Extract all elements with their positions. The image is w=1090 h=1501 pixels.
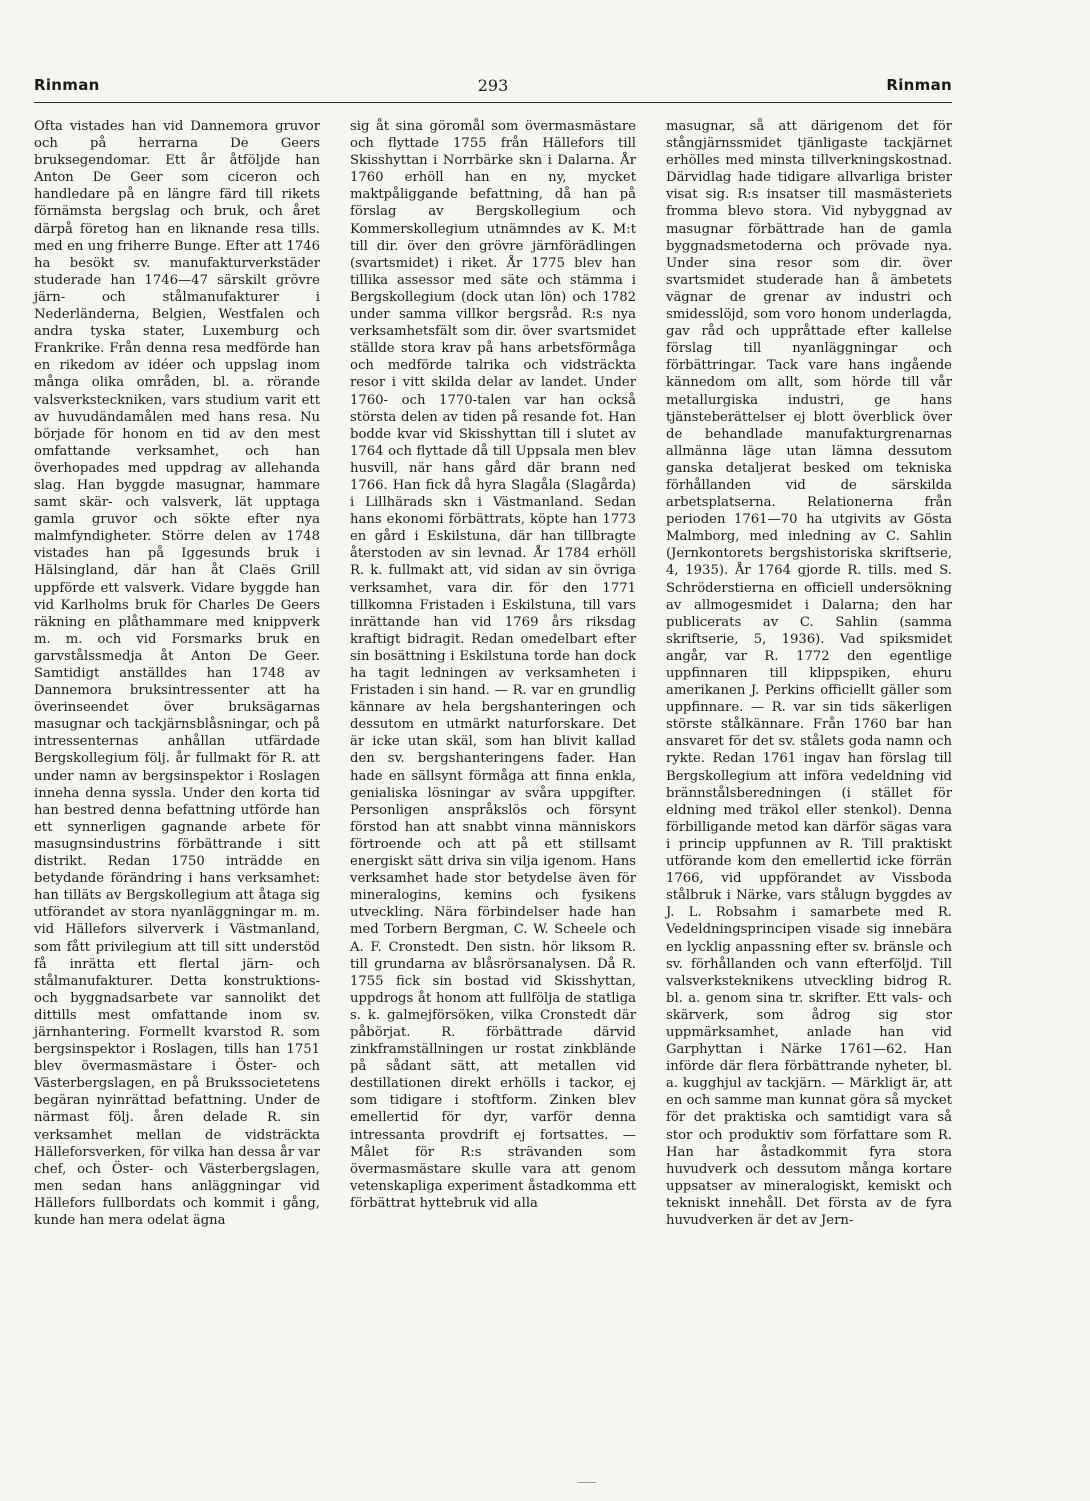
header-right-title: Rinman [886,76,952,94]
header-left-title: Rinman [34,76,100,94]
text-column-2: sig åt sina göromål som övermasmästare och flyttade 1755 från Hällefors till Skisshyttan i Norrbärke skn i Dalarna. År 1760 erhöll han en ny, mycket maktpåliggande befattning, då han på förslag av Bergskollegium och Kommerskollegium utnämndes av K. M:t till dir. över den grövre järnförädlingen (svartsmidet) i riket. År 1775 blev han tillika assessor med säte och stämma i Bergskollegium (dock utan lön) och 1782 under samma villkor bergsråd. R:s nya verksamhetsfält som dir. över svartsmidet ställde stora krav på hans arbetsförmåga och medförde talrika och vidsträckta resor i vitt skilda delar av landet. Under 1760- och 1770-talen var han också största delen av tiden på resande fot. Han bodde kvar vid Skisshyttan till i slutet av 1764 och flyttade då till Uppsala men blev husvill, när hans gård där brann ned 1766. Han fick då hyra Slagåla (Slagårda) i Lillhärads skn i Västmanland. Sedan hans ekonomi förbättrats, köpte han 1773 en gård i Eskilstuna, där han tillbragte återstoden av sin levnad. År 1784 erhöll R. k. fullmakt att, vid sidan av sin övriga verksamhet, vara dir. för den 1771 tillkomna Fristaden i Eskilstuna, till vars inrättande han vid 1769 års riksdag kraftigt bidragit. Redan omedelbart efter sin bosättning i Eskilstuna torde han dock ha tagit ledningen av verksamheten i Fristaden i sin hand. — R. var en grundlig kännare av hela bergshanteringen och dessutom en utmärkt naturforskare. Det är icke utan skäl, som han blivit kallad den sv. bergshanteringens fader. Han hade en sällsynt förmåga att finna enkla, genialiska lösningar av svåra uppgifter. Personligen anspråkslös och försynt förstod han att snabbt vinna människors förtroende och att på ett stillsamt energiskt sätt driva sin vilja igenom. Hans verksamhet hade stor betydelse även för mineralogins, kemins och fysikens utveckling. Nära förbindelser hade han med Torbern Bergman, C. W. Scheele och A. F. Cronstedt. Den sistn. hör liksom R. till grundarna av blåsrörsanalysen. Då R. 1755 fick sin bostad vid Skisshyttan, uppdrogs åt honom att fullfölja de statliga s. k. galmejförsöken, vilka Cronstedt där påbörjat. R. förbättrade därvid zinkframställningen ur rostat zinkblände på sådant sätt, att metallen vid destillationen direkt erhölls i tackor, ej som tidigare i stoftform. Zinken blev emellertid för dyr, varför denna intressanta provdrift ej fortsattes. — Målet för R:s strävanden som övermasmästare skulle vara att genom vetenskapliga experiment åstadkomma ett förbättrat hyttebruk vid alla [350,119,636,1211]
header-rule [34,102,952,103]
text-column-3: masugnar, så att därigenom det för stångjärnssmidet tjänligaste tackjärnet erhölles med minsta tillverkningskostnad. Därvidlag hade tidigare allvarliga brister visat sig. R:s insatser till masmästeriets fromma blevo stora. Vid nybyggnad av masugnar förbättrade han de gamla byggnadsmetoderna och prövade nya. Under sina resor som dir. över svartsmidet studerade han å ämbetets vägnar de grenar av industri och smidesslöjd, som voro honom underlagda, gav råd och uppråttade efter kallelse förslag till nyanläggningar och förbättringar. Tack vare hans ingående kännedom om allt, som hörde till vår metallurgiska industri, ge hans tjänsteberättelser ej blott överblick över de behandlade manufakturgrenarnas allmänna läge utan lämna dessutom ganska detaljerat besked om tekniska förhållanden vid de särskilda arbetsplatserna. Relationerna från perioden 1761—70 ha utgivits av Gösta Malmborg, med inledning av C. Sahlin (Jernkontorets bergshistoriska skriftserie, 4, 1935). År 1764 gjorde R. tills. med S. Schröderstierna en officiell undersökning av allmogesmidet i Dalarna; den har publicerats av C. Sahlin (samma skriftserie, 5, 1936). Vad spiksmidet angår, var R. 1772 den egentlige uppfinnaren till klippspiken, ehuru amerikanen J. Perkins officiellt gäller som uppfinnare. — R. var sin tids säkerligen störste stålkännare. Från 1760 bar han ansvaret för det sv. stålets goda namn och rykte. Redan 1761 ingav han förslag till Bergskollegium att införa vedeldning vid brännstålsberedningen (i stället för eldning med träkol eller stenkol). Denna förbilligande metod kan därför sägas vara i princip uppfunnen av R. Till praktiskt utförande kom den emellertid icke förrän 1766, vid uppförandet av Vissboda stålbruk i Närke, vars stålugn byggdes av J. L. Robsahm i samarbete med R. Vedeldningsprincipen visade sig innebära en lycklig anpassning efter sv. bränsle och sv. förhållanden och vann efterföljd. Till valsverksteknikens utveckling bidrog R. bl. a. genom sina tr. skrifter. Ett vals- och skärverk, som ådrog sig stor uppmärksamhet, anlade han vid Garphyttan i Närke 1761—62. Han införde där flera förbättrande nyheter, bl. a. kugghjul av tackjärn. — Märkligt är, att en och samme man kunnat göra så mycket för det praktiska och samtidigt vara så stor och produktiv som författare som R. Han har åstadkommit fyra stora huvudverk och dessutom många kortare uppsatser av mineralogiskt, kemiskt och tekniskt innehåll. Det första av de fyra huvudverken är det av Jern- [666,119,953,1228]
text-column-1: Ofta vistades han vid Dannemora gruvor och på herrarna De Geers bruksegendomar. Ett år åtföljde han Anton De Geer som ciceron och handledare på en längre färd till rikets förnämsta bergslag och bruk, och året därpå företog han en liknande resa tills. med en ung friherre Bunge. Efter att 1746 ha besökt sv. manufakturverkstäder studerade han 1746—47 särskilt grövre järn- och stålmanufakturer i Nederländerna, Belgien, Westfalen och andra tyska stater, Luxemburg och Frankrike. Från denna resa medförde han en rikedom av idéer och uppslag inom många olika områden, bl. a. rörande valsverksteckniken, vars studium varit ett av huvudändamålen med hans resa. Nu började för honom en tid av den mest omfattande verksamhet, och han överhopades med uppdrag av allehanda slag. Han byggde masugnar, hammare samt skär- och valsverk, lät upptaga gamla gruvor och sökte efter nya malmfyndigheter. Större delen av 1748 vistades han på Iggesunds bruk i Hälsingland, där han åt Claës Grill uppförde ett valsverk. Vidare byggde han vid Karlholms bruk för Charles De Geers räkning en plåthammare med knippverk m. m. och vid Forsmarks bruk en garvstålssmedja åt Anton De Geer. Samtidigt anställdes han 1748 av Dannemora bruksintressenter att ha överinseendet över bruksägarnas masugnar och tackjärnsblåsningar, och på intressenternas anhållan utfärdade Bergskollegium följ. år fullmakt för R. att under namn av bergsinspektor i Roslagen inneha denna syssla. Under den korta tid han bestred denna befattning utförde han ett synnerligen gagnande arbete för masugnsindustrins förbättrande i sitt distrikt. Redan 1750 inträdde en betydande förändring i hans verksamhet: han tilläts av Bergskollegium att åtaga sig utförandet av stora nyanläggningar m. m. vid Hällefors silververk i Västmanland, som fått privilegium att till sitt understöd få inrätta ett flertal järn- och stålmanufakturer. Detta konstruktions- och byggnadsarbete var sannolikt det dittills mest omfattande inom sv. järnhantering. Formellt kvarstod R. som bergsinspektor i Roslagen, tills han 1751 blev övermasmästare i Öster- och Västerbergslagen, en på Brukssocietetens begäran nyinrättad befattning. Under de närmast följ. åren delade R. sin verksamhet mellan de vidsträckta Hälleforsverken, för vilka han dessa år var chef, och Öster- och Västerbergslagen, men sedan hans anläggningar vid Hällefors fullbordats och kommit i gång, kunde han mera odelat ägna [34,119,320,1228]
running-header [34,76,952,102]
page-number: 293 [477,76,509,95]
footer-mark [578,1482,596,1483]
